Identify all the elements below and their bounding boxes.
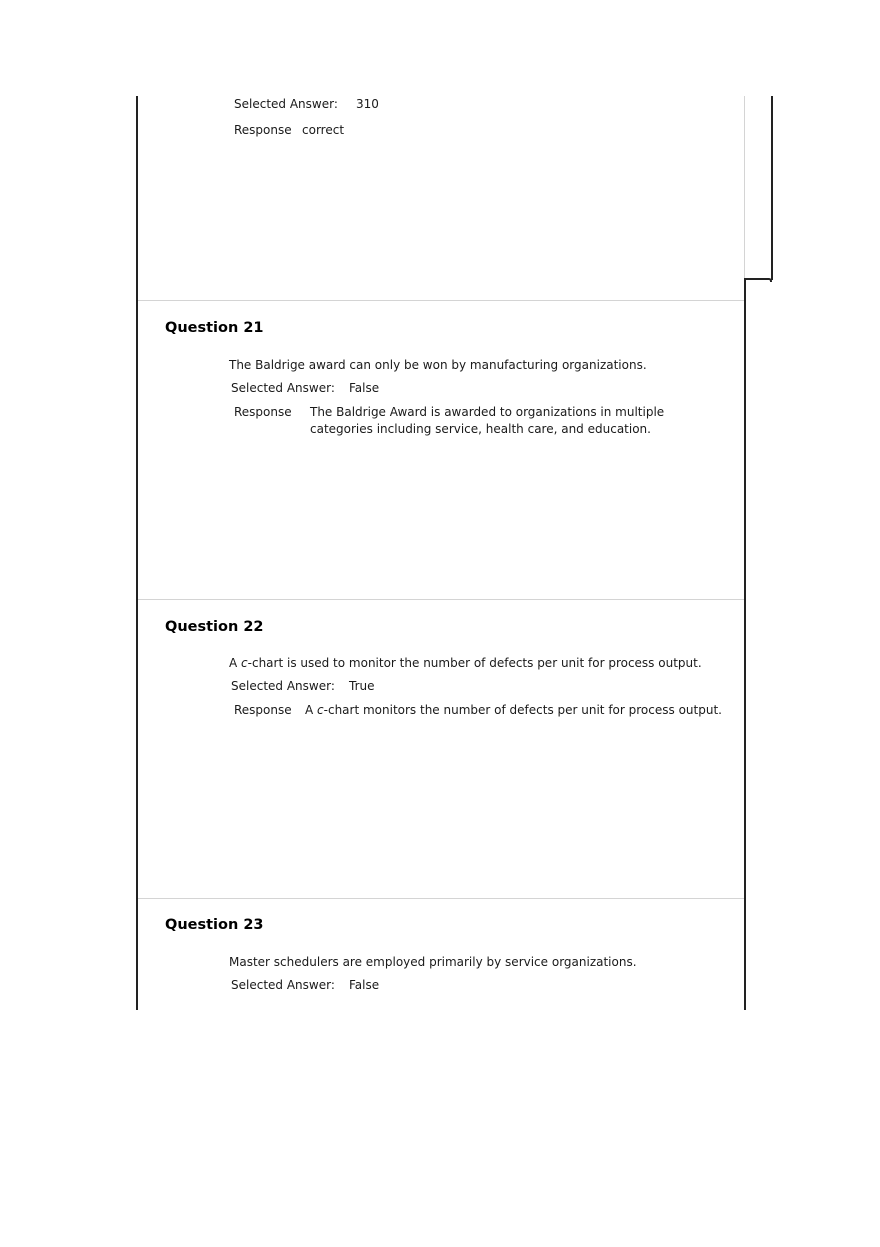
selected-answer-value: 310 xyxy=(356,97,379,111)
response-label: Response xyxy=(234,703,292,717)
question-title: Question 21 xyxy=(165,320,264,336)
question-prompt: The Baldrige award can only be won by manufacturing organizations. xyxy=(229,358,647,372)
response-italic-text: c xyxy=(317,703,324,717)
selected-answer-value: True xyxy=(349,679,375,693)
response-value xyxy=(305,703,722,717)
response-value: correct xyxy=(302,123,345,137)
frame-step xyxy=(744,278,772,282)
selected-answer-label: Selected Answer: xyxy=(231,679,335,693)
selected-answer-value: False xyxy=(349,381,380,395)
question-prompt xyxy=(229,656,702,670)
left-border xyxy=(136,96,138,1010)
section-divider xyxy=(138,898,744,899)
response-text: A xyxy=(305,703,318,717)
prompt-text: -chart is used to monitor the number of defects per unit for process output. xyxy=(247,656,702,670)
inner-right-border xyxy=(744,96,745,280)
right-border xyxy=(744,279,746,1010)
response-label: Response xyxy=(234,405,292,419)
selected-answer-value: False xyxy=(349,978,380,992)
question-title: Question 23 xyxy=(165,917,264,933)
outer-right-border xyxy=(771,96,773,280)
selected-answer-label: Selected Answer: xyxy=(234,97,338,111)
question-title: Question 22 xyxy=(165,619,264,635)
response-value: The Baldrige Award is awarded to organizations in multiple categories including service, health care, and education. xyxy=(310,405,665,436)
prompt-italic-text: c xyxy=(241,656,248,670)
selected-answer-label: Selected Answer: xyxy=(231,381,335,395)
selected-answer-label: Selected Answer: xyxy=(231,978,335,992)
question-prompt: Master schedulers are employed primarily by service organizations. xyxy=(229,955,637,969)
section-divider xyxy=(138,300,744,301)
section-divider xyxy=(138,599,744,600)
response-label: Response xyxy=(234,123,292,137)
response-text: -chart monitors the number of defects per unit for process output. xyxy=(323,703,722,717)
prompt-text: A xyxy=(229,656,242,670)
